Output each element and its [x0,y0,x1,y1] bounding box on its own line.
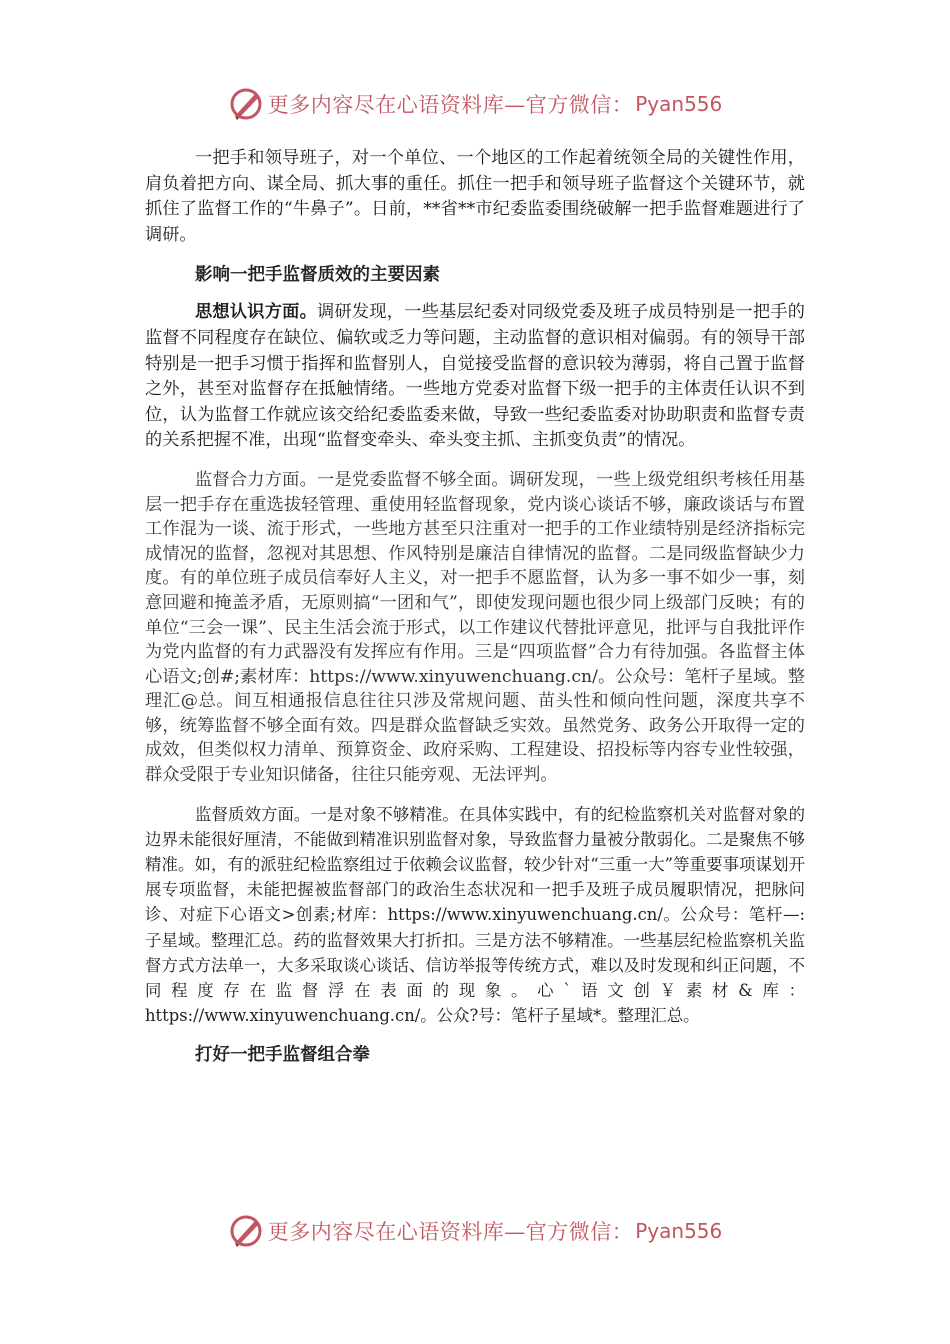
paragraph-quality: 监督质效方面。一是对象不够精准。在具体实践中，有的纪检监察机关对监督对象的边界未能很好厘清，不能做到精准识别监督对象，导致监督力量被分散弱化。二是聚焦不够精准。如，有的派驻纪检监察组过于依赖会议监督，较少针对“三重一大”等重要事项谋划开展专项监督，未能把握被监督部门的政治生态状况和一把手及班子成员履职情况，把脉问诊、对症下心语文>创素;材库：https://www.xinyuwenchuang.cn/。公众号：笔杆—:子星域。整理汇总。药的监督效果大打折扣。三是方法不够精准。一些基层纪检监察机关监督方式方法单一，大多采取谈心谈话、信访举报等传统方式，难以及时发现和纠正问题，不同程度存在监督浮在表面的现象。心`语文创￥素材&库：https://www.xinyuwenchuang.cn/。公众?号：笔杆子星域*。整理汇总。 [145,804,805,1026]
watermark-text: 更多内容尽在心语资料库—官方微信： [267,93,634,117]
watermark-wechat-id: Pyan556 [635,92,723,116]
paragraph-synergy: 监督合力方面。一是党委监督不够全面。调研发现，一些上级党组织考核任用基层一把手存在重选拔轻管理、重使用轻监督现象，党内谈心谈话不够，廉政谈话与布置工作混为一谈、流于形式，一些地方甚至只注重对一把手的工作业绩特别是经济指标完成情况的监督，忽视对其思想、作风特别是廉洁自律情况的监督。二是同级监督缺少力度。有的单位班子成员信奉好人主义，对一把手不愿监督，认为多一事不如少一事，刻意回避和掩盖矛盾，无原则搞“一团和气”，即使发现问题也很少同上级部门反映；有的单位“三会一课”、民主生活会流于形式，以工作建议代替批评意见，批评与自我批评作为党内监督的有力武器没有发挥应有作用。三是“四项监督”合力有待加强。各监督主体心语文;创#;素材库：https://www.xinyuwenchuang.cn/。公众号：笔杆子星域。整理汇@总。间互相通报信息往往只涉及常规问题、苗头性和倾向性问题，深度共享不够，统筹监督不够全面有效。四是群众监督缺乏实效。虽然党务、政务公开取得一定的成效，但类似权力清单、预算资金、政府采购、工程建设、招投标等内容专业性较强，群众受限于专业知识储备，往往只能旁观、无法评判。 [145,469,805,786]
document-body [145,146,805,1080]
watermark-banner-top [0,82,950,126]
section-heading-combination: 打好一把手监督组合拳 [195,1045,370,1066]
watermark-text: 更多内容尽在心语资料库—官方微信： [267,1220,634,1244]
paragraph-lead-thinking: 思想认识方面。 [195,302,318,323]
paragraph-thinking [145,300,805,454]
pen-circle-icon [228,86,264,122]
paragraph-thinking-body: 调研发现，一些基层纪委对同级党委及班子成员特别是一把手的监督不同程度存在缺位、偏软或乏力等问题，主动监督的意识相对偏弱。有的领导干部特别是一把手习惯于指挥和监督别人，自觉接受监督的意识较为薄弱，将自己置于监督之外，甚至对监督存在抵触情绪。一些地方党委对监督下级一把手的主体责任认识不到位，认为监督工作就应该交给纪委监委来做，导致一些纪委监委对协助职责和监督专责的关系把握不准，出现“监督变牵头、牵头变主抓、主抓变负责”的情况。 [145,302,805,451]
watermark-wechat-id: Pyan556 [635,1219,723,1243]
pen-circle-icon [228,1213,264,1249]
section-heading-factors: 影响一把手监督质效的主要因素 [195,265,440,286]
intro-paragraph: 一把手和领导班子，对一个单位、一个地区的工作起着统领全局的关键性作用，肩负着把方向、谋全局、抓大事的重任。抓住一把手和领导班子监督这个关键环节，就抓住了监督工作的“牛鼻子”。日前，**省**市纪委监委围绕破解一把手监督难题进行了调研。 [145,148,805,245]
watermark-banner-bottom [0,1209,950,1253]
